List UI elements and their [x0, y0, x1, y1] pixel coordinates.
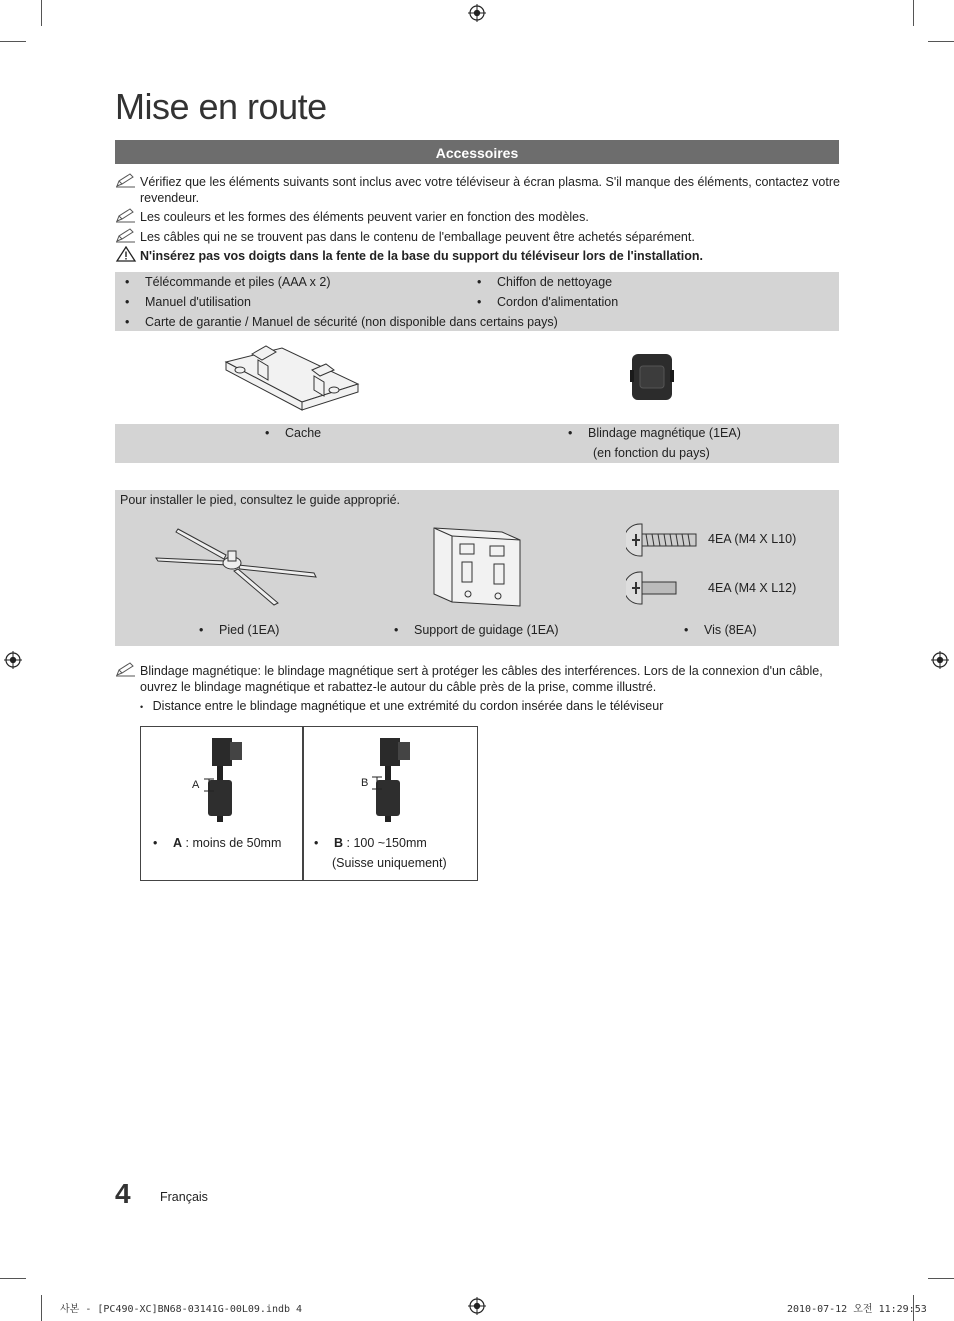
diagram-b-sublabel: (Suisse uniquement): [332, 856, 447, 870]
guide-support-image: [428, 522, 524, 608]
screw-l10-icon: [626, 522, 700, 558]
page-title: Mise en route: [115, 86, 327, 127]
registration-mark-icon: [931, 651, 949, 669]
warning-triangle-icon: [115, 246, 137, 262]
footer-file-info: 사본 - [PC490-XC]BN68-03141G-00L09.indb 4: [60, 1304, 303, 1315]
cache-cover-image: [222, 340, 362, 412]
list-item: • Cordon d'alimentation: [477, 295, 619, 309]
pencil-note-icon: [115, 661, 137, 677]
list-item: • Télécommande et piles (AAA x 2): [125, 275, 331, 289]
shield-label: • Blindage magnétique (1EA): [568, 426, 741, 440]
list-item: • Manuel d'utilisation: [125, 295, 251, 309]
shield-sublabel: (en fonction du pays): [593, 446, 710, 460]
warning-note: [115, 248, 840, 264]
dimension-marker-icon: [203, 778, 215, 792]
dimension-marker-icon: [371, 776, 383, 790]
diagram-b-marker: B: [361, 777, 369, 789]
note-1: [115, 174, 840, 206]
shield-sub-bullet: • Distance entre le blindage magnétique et une extrémité du cordon insérée dans le téléviseur: [140, 699, 664, 713]
screw-l10-label: 4EA (M4 X L10): [708, 532, 797, 546]
list-item: • Chiffon de nettoyage: [477, 275, 613, 289]
guide-label: • Support de guidage (1EA): [394, 623, 559, 637]
screw-l12-label: 4EA (M4 X L12): [708, 581, 797, 595]
diagram-b-label: • B : 100 ~150mm: [314, 836, 427, 850]
footer-timestamp: 2010-07-12 오전 11:29:53: [787, 1304, 927, 1315]
page-number: 4: [115, 1178, 131, 1209]
note-text: Les câbles qui ne se trouvent pas dans le contenu de l'emballage peuvent être achetés séparément.: [140, 230, 695, 244]
pencil-note-icon: [115, 207, 137, 223]
diagram-a-marker: A: [192, 779, 200, 791]
section-header: Accessoires: [115, 140, 839, 164]
stand-image: [152, 525, 320, 607]
diagram-a-label: • A : moins de 50mm: [153, 836, 282, 850]
magnetic-shield-image: [628, 352, 676, 402]
registration-mark-icon: [468, 4, 486, 22]
list-item: • Carte de garantie / Manuel de sécurité (non disponible dans certains pays): [125, 315, 558, 329]
note-text: Les couleurs et les formes des éléments peuvent varier en fonction des modèles.: [140, 210, 589, 224]
shield-note-text: Blindage magnétique: le blindage magnétique sert à protéger les câbles des interférences. Lors de la connexion d'un câble, ouvrez le blindage magnétique et rabattez-le autour du câble près de la prise, comme illustré.: [140, 664, 823, 694]
pencil-note-icon: [115, 227, 137, 243]
language-label: Français: [160, 1190, 208, 1204]
note-3: [115, 229, 840, 245]
stand-intro: Pour installer le pied, consultez le guide approprié.: [120, 493, 401, 507]
note-2: [115, 209, 840, 225]
note-text: Vérifiez que les éléments suivants sont inclus avec votre téléviseur à écran plasma. S'il manque des éléments, contactez votre revendeur.: [140, 175, 840, 205]
warning-text: N'insérez pas vos doigts dans la fente de la base du support du téléviseur lors de l'installation.: [140, 249, 704, 263]
screw-l12-icon: [626, 570, 680, 606]
screws-label: • Vis (8EA): [684, 623, 757, 637]
shield-note: [115, 663, 827, 695]
registration-mark-icon: [468, 1297, 486, 1315]
cache-label: • Cache: [265, 426, 322, 440]
registration-mark-icon: [4, 651, 22, 669]
stand-label: • Pied (1EA): [199, 623, 280, 637]
pencil-note-icon: [115, 172, 137, 188]
